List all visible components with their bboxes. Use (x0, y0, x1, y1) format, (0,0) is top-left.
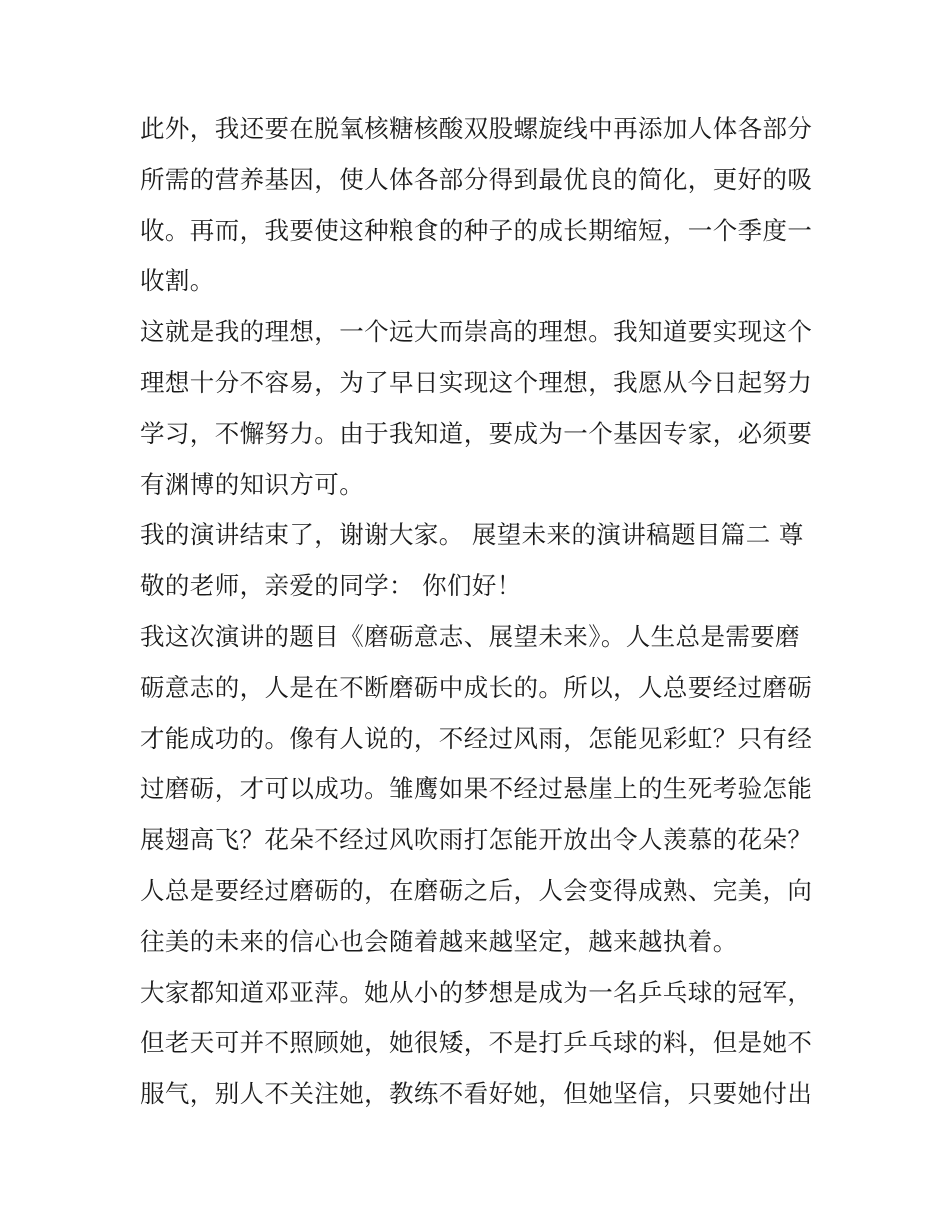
text-line: 理想十分不容易，为了早日实现这个理想，我愿从今日起努力 (140, 367, 813, 397)
text-line: 展翅高飞？花朵不经过风吹雨打怎能开放出令人羡慕的花朵？ (140, 825, 813, 855)
text-line: 服气，别人不关注她，教练不看好她，但她坚信，只要她付出 (140, 1079, 813, 1109)
text-line: 砺意志的，人是在不断磨砺中成长的。所以，人总要经过磨砺 (140, 672, 813, 702)
text-line: 我这次演讲的题目《磨砺意志、展望未来》。人生总是需要磨 (140, 621, 801, 651)
text-line: 人总是要经过磨砺的，在磨砺之后，人会变得成熟、完美，向 (140, 875, 813, 905)
text-line: 敬的老师，亲爱的同学： 你们好！ (140, 571, 522, 601)
text-line: 才能成功的。像有人说的，不经过风雨，怎能见彩虹？只有经 (140, 723, 813, 753)
text-line: 这就是我的理想，一个远大而崇高的理想。我知道要实现这个 (140, 317, 813, 347)
text-line: 大家都知道邓亚萍。她从小的梦想是成为一名乒乓球的冠军， (140, 977, 813, 1007)
text-line: 过磨砺，才可以成功。雏鹰如果不经过悬崖上的生死考验怎能 (140, 774, 813, 804)
text-line: 往美的未来的信心也会随着越来越坚定，越来越执着。 (140, 926, 738, 956)
text-line: 我的演讲结束了，谢谢大家。 展望未来的演讲稿题目篇二 尊 (140, 520, 804, 550)
text-line: 所需的营养基因，使人体各部分得到最优良的简化，更好的吸 (140, 164, 813, 194)
text-line: 有渊博的知识方可。 (140, 469, 365, 499)
text-line: 学习，不懈努力。由于我知道，要成为一个基因专家，必须要 (140, 418, 813, 448)
text-line: 收。再而，我要使这种粮食的种子的成长期缩短，一个季度一 (140, 215, 813, 245)
text-line: 但老天可并不照顾她，她很矮，不是打乒乓球的料，但是她不 (140, 1028, 813, 1058)
text-line: 此外，我还要在脱氧核糖核酸双股螺旋线中再添加人体各部分 (140, 114, 813, 143)
document-body (140, 104, 815, 1120)
text-line: 收割。 (140, 266, 215, 296)
